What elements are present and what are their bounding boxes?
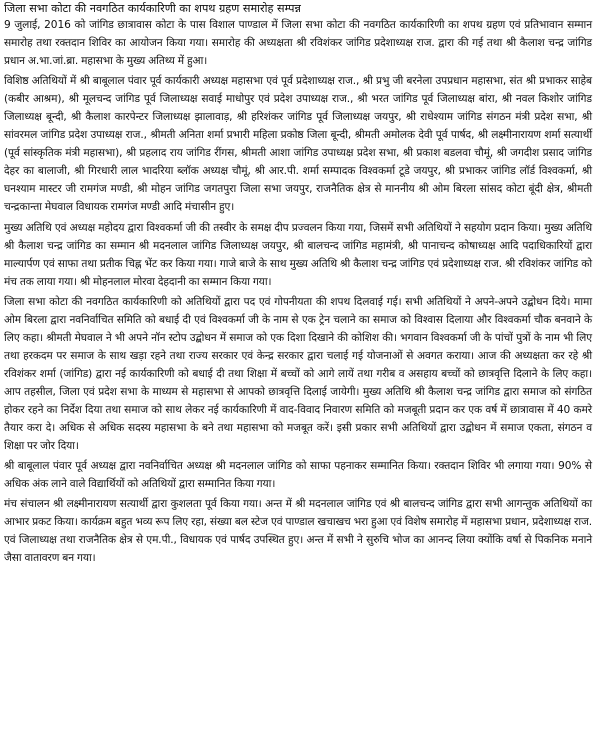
paragraph-event-intro: 9 जुलाई, 2016 को जांगिड छात्रावास कोटा के पास विशाल पाण्डाल में जिला सभा कोटा की नवगठित कार्यकारिणी का शपथ ग्रहण एवं प्रतिभावान सम्मान समारोह तथा रक्तदान शिविर का आयोजन किया गया। समारोह की अध्यक्षता श्री रविशंकर जांगिड प्रदेशाध्यक्ष राज. द्वारा की गई तथा श्री कैलाश चन्द्र जांगिड प्रधान अ.भा.जां.ब्रा. महासभा के मुख्य अतिथ्य में हुआ। <box>4 19 592 68</box>
paragraph-oath-and-speeches: जिला सभा कोटा की नवगठित कार्यकारिणी को अतिथियों द्वारा पद एवं गोपनीयता की शपथ दिलवाई गई। सभी अतिथियों ने अपने-अपने उद्बोधन दिये। मामा ओम बिरला द्वारा नवनिर्वाचित समिति को बधाई दी एवं विश्वकर्मा जी के नाम से एक ट्रेन चलाने का समाज को विश्वास दिलाया और विश्वकर्मा चौक बनवाने के लिए कहा। श्रीमती मेघवाल ने भी अपने नॉन स्टोप उद्बोधन में समाज को एक दिशा दिखाने की कोशिश की। भगवान विश्वकर्मा जी के पांचों पुत्रों के नाम भी लिए तथा हरकदम पर समाज के साथ खड़ा रहने तथा राज्य सरकार एवं केन्द्र सरकार द्वारा चलाई गई योजनाओं से अवगत कराया। आज की अध्यक्षता कर रहे श्री रविशंकर शर्मा (जांगिड) द्वारा नई कार्यकारिणी को बधाई दी तथा शिक्षा में बच्चों को आगे लायें तथा गरीब व असहाय बच्चों को छात्रवृत्ति दिलाने के लिए कहा। आप तहसील, जिला एवं प्रदेश सभा के माध्यम से महासभा से आपको छात्रवृत्ति दिलाई जायेगी। मुख्य अतिथि श्री कैलाश चन्द्र जांगिड द्वारा समाज को संगठित होकर रहने का निर्देश दिया तथा समाज को साथ लेकर नई कार्यकारिणी में वाद-विवाद निवारण समिति को मजबूती प्रदान कर एक वर्ष में छात्रावास में 40 कमरे तैयार करा दे। अधिक से अधिक सदस्य महासभा के बने तथा महासभा को मजबूत करें। इसी प्रकार सभी अतिथियों द्वारा उद्बोधन में समाज एकता, संगठन व शिक्षा पर जोर दिया। <box>4 295 592 453</box>
paragraph-closing: मंच संचालन श्री लक्ष्मीनारायण सत्यार्थी द्वारा कुशलता पूर्व किया गया। अन्त में श्री मदनलाल जांगिड एवं श्री बालचन्द जांगिड द्वारा सभी आगन्तुक अतिथियों का आभार प्रकट किया। कार्यक्रम बहुत भव्य रूप लिए रहा, संख्या बल स्टेज एवं पाण्डाल खचाखच भरा हुआ एवं विशेष समारोह में महासभा प्रधान, प्रदेशाध्यक्ष राज. एवं जिलाध्यक्ष तथा राजनैतिक क्षेत्र से एम.पी., विधायक एवं पार्षद उपस्थित हुए। अन्त में सभी ने सुरुचि भोज का आनन्द लिया क्योंकि वर्षा से पिकनिक मनाने जैसा वातावरण बन गया। <box>4 498 592 565</box>
article-title: जिला सभा कोटा की नवगठित कार्यकारिणी का शपथ ग्रहण समारोह सम्पन्न <box>4 2 301 15</box>
paragraph-special-guests: विशिष्ठ अतिथियों में श्री बाबूलाल पंवार पूर्व कार्यकारी अध्यक्ष महासभा एवं पूर्व प्रदेशाध्यक्ष राज., श्री प्रभु जी बरनेला उपप्रधान महासभा, संत श्री प्रभाकर साहेब (कबीर आश्रम), श्री मूलचन्द जांगिड पूर्व जिलाध्यक्ष सवाई माधोपुर एवं प्रदेश उपाध्यक्ष राज., श्री भरत जांगिड पूर्व जिलाध्यक्ष बांरा, श्री नवल किशोर जांगिड जिलाध्यक्ष बून्दी, श्री कैलाश कारपेन्टर जिलाध्यक्ष झालावाड़, श्री हरिशंकर जांगिड पूर्व जिलाध्यक्ष जयपुर, श्री राधेश्याम जांगिड संगठन मंत्री प्रदेश सभा, श्री सांवरमल जांगिड प्रदेश उपाध्यक्ष राज., श्रीमती अनिता शर्मा प्रभारी महिला प्रकोष्ठ जिला बून्दी, श्रीमती अमोलक देवी पूर्व पार्षद, श्री लक्ष्मीनारायण शर्मा सत्यार्थी (पूर्व सांस्कृतिक मंत्री महासभा), श्री प्रहलाद राय जांगिड रींगस, श्रीमती आशा जांगिड उपाध्यक्ष प्रदेश सभा, श्री प्रकाश बडलवा चौमूं, श्री जगदीश प्रसाद जांगिड देहर का बालाजी, श्री गिरधारी लाल भादरिया ब्लॉक अध्यक्ष चौमूं, श्री आर.पी. शर्मा सम्पादक विश्वकर्मा टूडे जयपुर, श्री प्रभाकर जांगिड लॉर्ड विश्वकर्मा, श्री घनश्याम मास्टर जी रामगंज मण्डी, श्री मोहन जांगिड जगतपुरा जिला सभा जयपुर, राजनैतिक क्षेत्र से माननीय श्री ओम बिरला सांसद कोटा बूंदी क्षेत्र, श्रीमती चन्द्रकान्ता मेघवाल विधायक रामगंज मण्डी आदि मंचासीन हुए। <box>4 75 592 214</box>
paragraph-welcome-ceremony: मुख्य अतिथि एवं अध्यक्ष महोदय द्वारा विश्वकर्मा जी की तस्वीर के समक्ष दीप प्रज्वलन किया गया, जिसमें सभी अतिथियों ने सहयोग प्रदान किया। मुख्य अतिथि श्री कैलाश चन्द्र जांगिड का सम्मान श्री मदनलाल जांगिड जिलाध्यक्ष जयपुर, श्री बालचन्द जांगिड महामंत्री, श्री पानाचन्द कोषाध्यक्ष आदि पदाधिकारियों द्वारा माल्यार्पण एवं साफा तथा प्रतीक चिह्न भेंट कर किया गया। गाजे बाजे के साथ मुख्य अतिथि श्री कैलाश चन्द्र जांगिड एवं प्रदेशाध्यक्ष राज. श्री रविशंकर जांगिड को मंच तक लाया गया। श्री मोहनलाल मोरवा देहदानी का सम्मान किया गया। <box>4 221 592 288</box>
paragraph-honours: श्री बाबूलाल पंवार पूर्व अध्यक्ष द्वारा नवनिर्वाचित अध्यक्ष श्री मदनलाल जांगिड को साफा पहनाकर सम्मानित किया। रक्तदान शिविर भी लगाया गया। 90% से अधिक अंक लाने वाले विद्यार्थियों को अतिथियों द्वारा सम्मानित किया गया। <box>4 460 592 491</box>
